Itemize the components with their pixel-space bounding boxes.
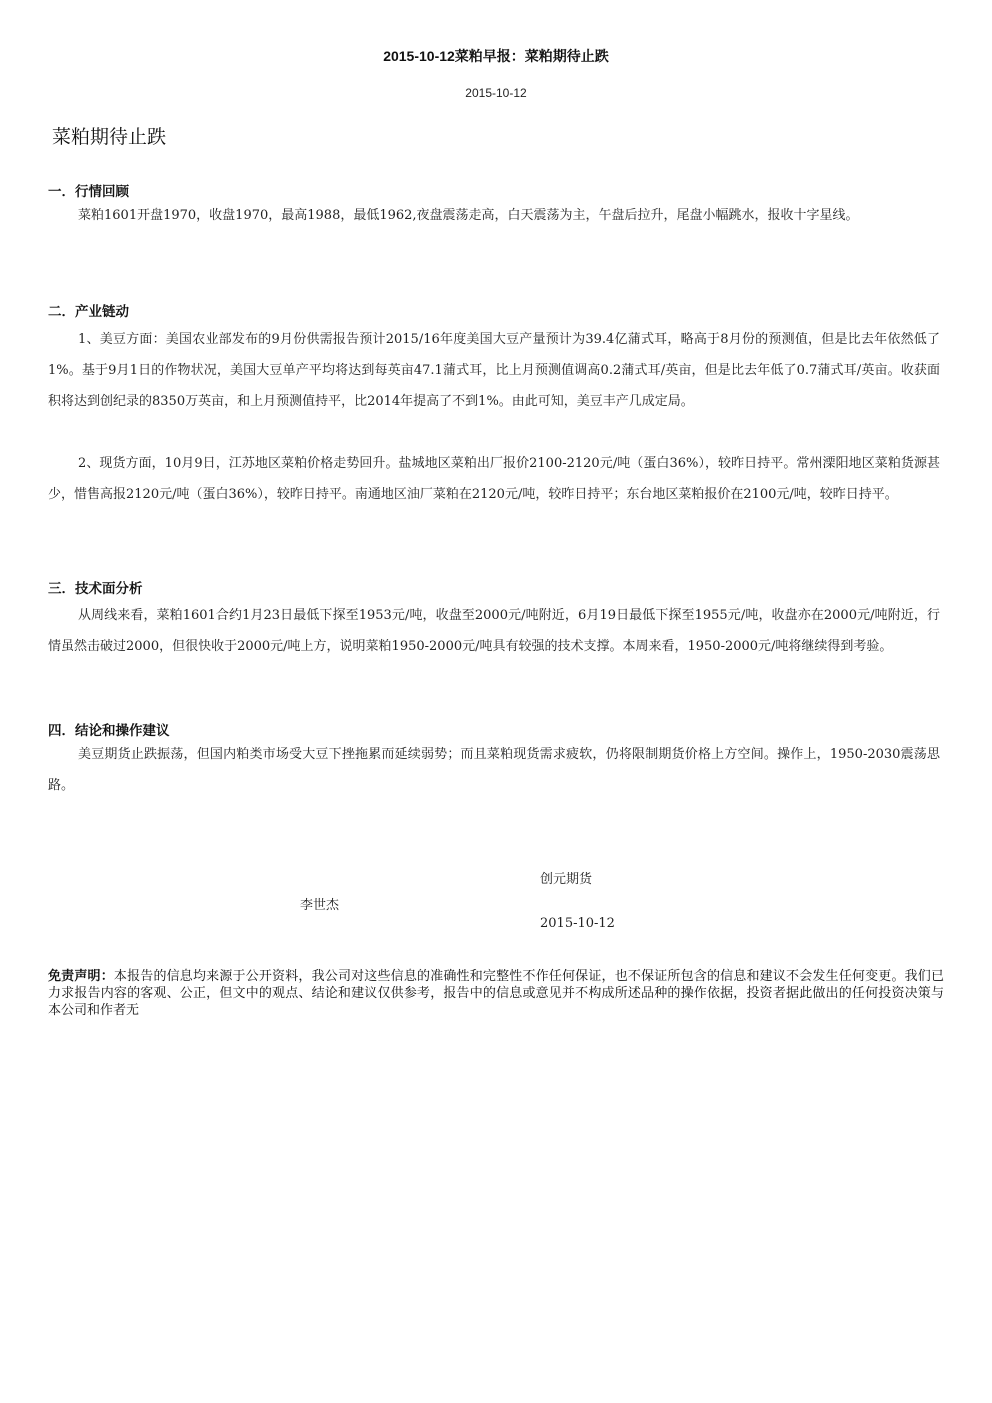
document-date: 2015-10-12 bbox=[465, 86, 527, 100]
section-paragraph: 从周线来看，菜粕1601合约1月23日最低下探至1953元/吨，收盘至2000元/吨附近，6月19日最低下探至1955元/吨，收盘亦在2000元/吨附近，行情虽然击破过2000，但很快收于2000元/吨上方，说明菜粕1950-2000元/吨具有较强的技术支撑。本周来看，1950-2000元/吨将继续得到考验。 bbox=[48, 608, 940, 654]
disclaimer bbox=[48, 968, 944, 1019]
section-title-technical-analysis: 三．技术面分析 bbox=[48, 581, 143, 597]
section-paragraph: 菜粕1601开盘1970，收盘1970，最高1988，最低1962,夜盘震荡走高，白天震荡为主，午盘后拉升，尾盘小幅跳水，报收十字星线。 bbox=[78, 208, 859, 223]
signature-author: 李世杰 bbox=[300, 898, 340, 913]
section-paragraph: 1、美豆方面：美国农业部发布的9月份供需报告预计2015/16年度美国大豆产量预计为39.4亿蒲式耳，略高于8月份的预测值，但是比去年依然低了1%。基于9月1日的作物状况，美国大豆单产平均将达到每英亩47.1蒲式耳，比上月预测值调高0.2蒲式耳/英亩，但是比去年低了0.7蒲式耳/英亩。收获面积将达到创纪录的8350万英亩，和上月预测值持平，比2014年提高了不到1%。由此可知，美豆丰产几成定局。 bbox=[48, 332, 940, 409]
signature-date: 2015-10-12 bbox=[540, 916, 615, 931]
section-paragraph: 2、现货方面，10月9日，江苏地区菜粕价格走势回升。盐城地区菜粕出厂报价2100-2120元/吨（蛋白36%），较昨日持平。常州溧阳地区菜粕货源甚少，惜售高报2120元/吨（蛋白36%），较昨日持平。南通地区油厂菜粕在2120元/吨，较昨日持平；东台地区菜粕报价在2100元/吨，较昨日持平。 bbox=[48, 456, 940, 502]
section-paragraph: 美豆期货止跌振荡，但国内粕类市场受大豆下挫拖累而延续弱势；而且菜粕现货需求疲软，仍将限制期货价格上方空间。操作上，1950-2030震荡思路。 bbox=[48, 747, 940, 793]
disclaimer-label: 免责声明： bbox=[48, 969, 114, 984]
section-title-industry-chain: 二．产业链动 bbox=[48, 304, 129, 320]
signature-company: 创元期货 bbox=[540, 872, 593, 887]
section-title-conclusion: 四．结论和操作建议 bbox=[48, 723, 170, 739]
main-heading: 菜粕期待止跌 bbox=[52, 126, 167, 148]
disclaimer-text: 本报告的信息均来源于公开资料，我公司对这些信息的准确性和完整性不作任何保证，也不保证所包含的信息和建议不会发生任何变更。我们已力求报告内容的客观、公正，但文中的观点、结论和建议仅供参考，报告中的信息或意见并不构成所述品种的操作依据，投资者据此做出的任何投资决策与本公司和作者无 bbox=[48, 969, 944, 1018]
document-title: 2015-10-12菜粕早报：菜粕期待止跌 bbox=[383, 48, 609, 64]
section-title-market-review: 一．行情回顾 bbox=[48, 184, 129, 200]
